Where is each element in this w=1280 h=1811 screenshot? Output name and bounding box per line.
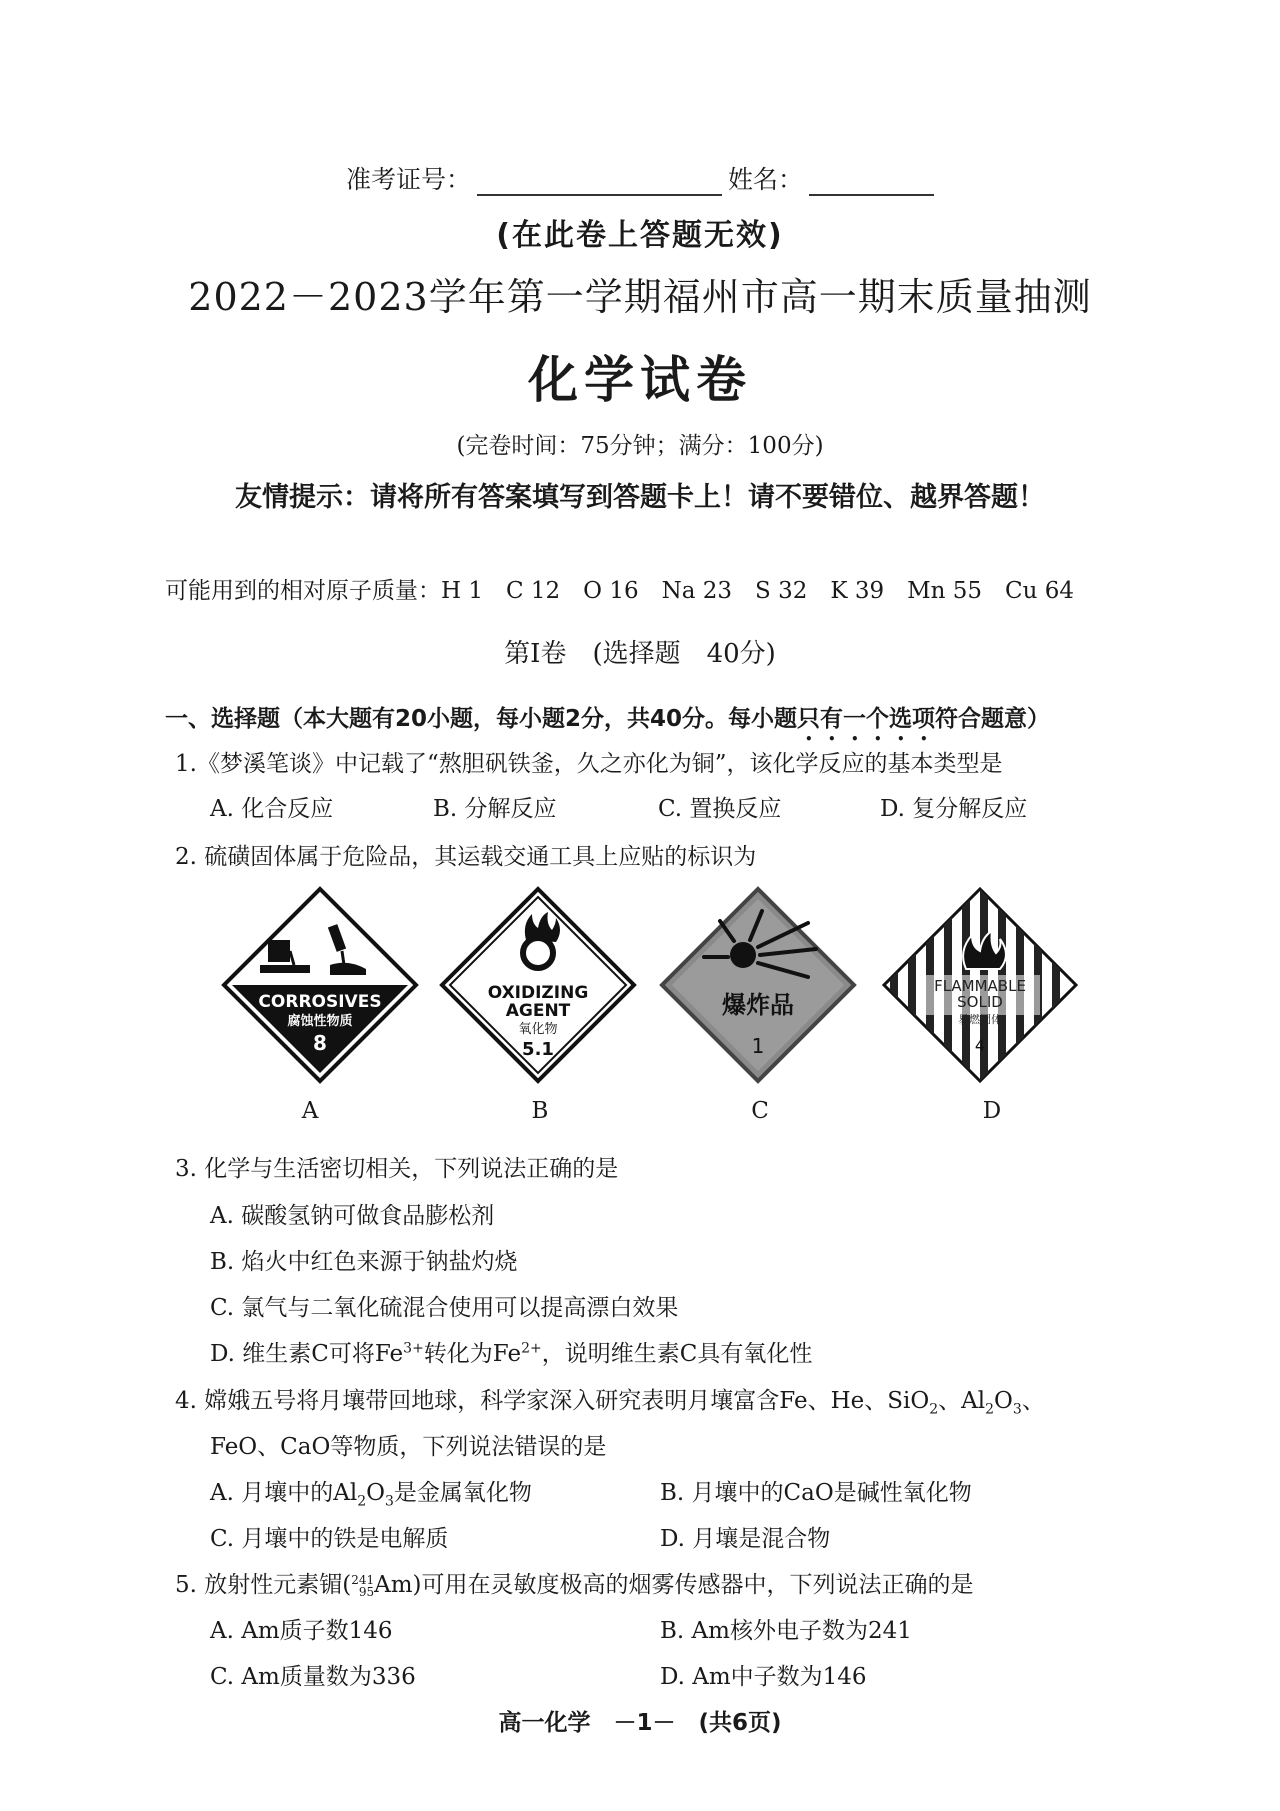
- sign-c-letter: C: [751, 1098, 769, 1124]
- section1-emphasis: 只有一个选项: [797, 706, 936, 732]
- sign-explosive: [658, 885, 858, 1085]
- q4-a-part2: O: [366, 1480, 385, 1506]
- q4-a-sub1: 2: [357, 1493, 367, 1510]
- q4-option-d: D. 月壤是混合物: [660, 1526, 831, 1552]
- section1-heading-tail: 符合题意）: [935, 706, 1051, 732]
- q1-option-c: C. 置换反应: [658, 796, 782, 822]
- q4-stem-line2: FeO、CaO等物质，下列说法错误的是: [210, 1434, 607, 1460]
- page-footer: 高一化学 －1－ (共6页): [498, 1710, 782, 1736]
- q3-d-part3: ，说明维生素C具有氧化性: [541, 1341, 813, 1367]
- q5-option-a: A. Am质子数146: [210, 1618, 393, 1644]
- sign-b-letter: B: [531, 1098, 549, 1124]
- sign-a-text2: 腐蚀性物质: [287, 1014, 353, 1029]
- q4-s1-a: 4. 嫦娥五号将月壤带回地球，科学家深入研究表明月壤富含Fe、He、SiO: [175, 1388, 930, 1414]
- q5-nuclide-numbers: [351, 1574, 374, 1598]
- section1-heading: [165, 700, 1050, 746]
- q5-option-d: D. Am中子数为146: [660, 1664, 867, 1690]
- q4-stem-line1: [175, 1382, 1045, 1418]
- q4-s1-sub2: 2: [985, 1401, 995, 1418]
- exam-id-label: 准考证号：: [345, 165, 471, 194]
- sign-d-num: 4: [974, 1036, 986, 1055]
- sign-flammable-solid: [880, 885, 1080, 1085]
- exam-id-blank: [477, 170, 722, 196]
- atomic-mass-line: 可能用到的相对原子质量：H 1 C 12 O 16 Na 23 S 32 K 39 Mn 55 Cu 64: [165, 578, 1075, 604]
- q4-option-b: B. 月壤中的CaO是碱性氧化物: [660, 1480, 972, 1506]
- q3-option-c: C. 氯气与二氧化硫混合使用可以提高漂白效果: [210, 1295, 679, 1321]
- q3-d-charge2: 2+: [521, 1340, 542, 1357]
- q1-option-b: B. 分解反应: [433, 796, 557, 822]
- friendly-tip: 友情提示：请将所有答案填写到答题卡上！请不要错位、越界答题！: [235, 482, 1045, 513]
- section1-heading-text: 一、选择题（本大题有20小题，每小题2分，共40分。每小题: [165, 706, 798, 732]
- sign-c-num: 1: [751, 1034, 765, 1058]
- q3-d-charge1: 3+: [403, 1340, 424, 1357]
- q4-s1-d: 、: [1021, 1388, 1045, 1414]
- q3-option-d: [210, 1335, 812, 1368]
- sign-b-text1: OXIDIZING: [487, 983, 589, 1003]
- hazard-signs: [200, 885, 1100, 1105]
- q4-s1-b: 、Al: [938, 1388, 986, 1414]
- q5-stem-b: Am)可用在灵敏度极高的烟雾传感器中，下列说法正确的是: [374, 1572, 974, 1598]
- q5-stem-a: 5. 放射性元素镅(: [175, 1572, 352, 1598]
- sign-d-text2: SOLID: [957, 993, 1003, 1011]
- q4-s1-c: O: [994, 1388, 1013, 1414]
- invalid-notice: (在此卷上答题无效): [496, 218, 784, 253]
- q4-option-c: C. 月壤中的铁是电解质: [210, 1526, 449, 1552]
- q4-a-part3: 是金属氧化物: [393, 1480, 532, 1506]
- name-label: 姓名：: [728, 165, 804, 194]
- q4-s1-sub1: 2: [929, 1401, 939, 1418]
- q5-stem: [175, 1566, 974, 1599]
- subject-title: 化学试卷: [528, 351, 752, 409]
- q3-d-part1: D. 维生素C可将Fe: [210, 1341, 404, 1367]
- q4-a-part1: A. 月壤中的Al: [210, 1480, 358, 1506]
- sign-d-text3: 易燃固体: [958, 1013, 1002, 1026]
- corrosive-diamond-icon: [220, 885, 420, 1085]
- sign-a-num: 8: [313, 1031, 327, 1055]
- q5-mass-number: 241: [351, 1573, 375, 1587]
- name-blank: [809, 170, 934, 196]
- q1-option-a: A. 化合反应: [210, 796, 334, 822]
- sign-a-letter: A: [301, 1098, 319, 1124]
- sign-oxidizing: [438, 885, 638, 1085]
- sign-d-text1: FLAMMABLE: [934, 977, 1026, 995]
- part1-title: 第Ⅰ卷 (选择题 40分): [504, 639, 776, 669]
- q3-d-part2: 转化为Fe: [423, 1341, 522, 1367]
- flammable-solid-diamond-icon: [880, 885, 1080, 1085]
- sign-b-text3: 氧化物: [518, 1022, 558, 1037]
- q4-s1-sub3: 3: [1012, 1401, 1022, 1418]
- q5-atomic-number: 95: [358, 1585, 375, 1599]
- oxidizer-diamond-icon: [438, 885, 638, 1085]
- q4-a-sub2: 3: [384, 1493, 394, 1510]
- q3-stem: 3. 化学与生活密切相关，下列说法正确的是: [175, 1156, 619, 1182]
- q5-option-b: B. Am核外电子数为241: [660, 1618, 912, 1644]
- sign-a-text1: CORROSIVES: [258, 992, 382, 1012]
- q5-option-c: C. Am质量数为336: [210, 1664, 416, 1690]
- exam-title: 2022－2023学年第一学期福州市高一期末质量抽测: [188, 275, 1092, 319]
- time-info: (完卷时间：75分钟；满分：100分): [456, 433, 824, 459]
- q2-stem: 2. 硫磺固体属于危险品，其运载交通工具上应贴的标识为: [175, 844, 757, 870]
- sign-corrosives: [220, 885, 420, 1085]
- explosive-diamond-icon: [658, 885, 858, 1085]
- candidate-info-row: [0, 160, 1280, 196]
- sign-c-text1: 爆炸品: [722, 991, 794, 1019]
- sign-b-num: 5.1: [522, 1039, 554, 1060]
- sign-d-letter: D: [982, 1098, 1002, 1124]
- q1-option-d: D. 复分解反应: [880, 796, 1028, 822]
- q3-option-a: A. 碳酸氢钠可做食品膨松剂: [210, 1203, 495, 1229]
- q3-option-b: B. 焰火中红色来源于钠盐灼烧: [210, 1249, 518, 1275]
- sign-b-text2: AGENT: [505, 1001, 571, 1021]
- q4-option-a: [210, 1474, 532, 1510]
- q1-stem: 1.《梦溪笔谈》中记载了“熬胆矾铁釜，久之亦化为铜”，该化学反应的基本类型是: [175, 751, 1003, 777]
